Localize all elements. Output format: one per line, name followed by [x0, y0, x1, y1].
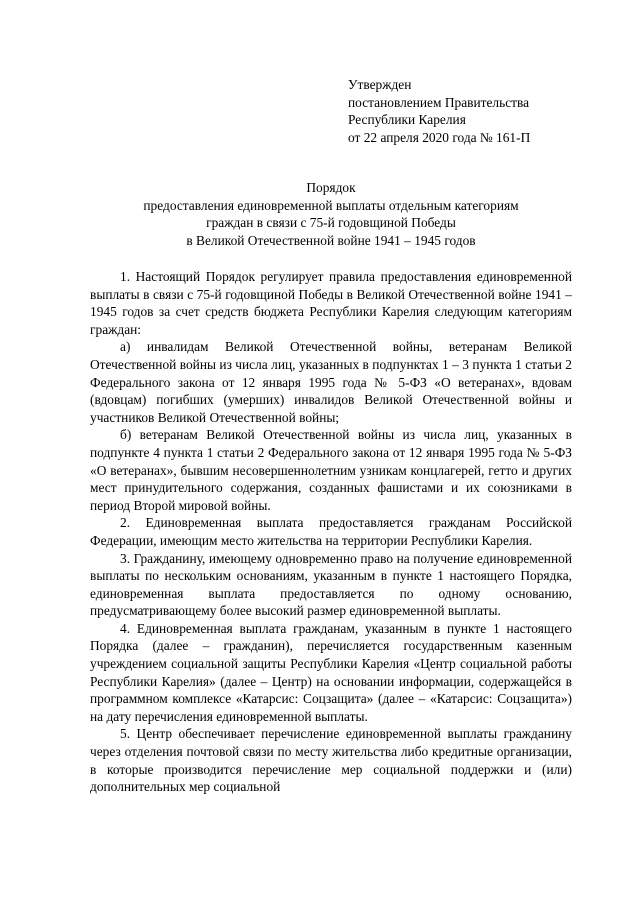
document-title	[90, 179, 572, 249]
paragraph-3: 3. Гражданину, имеющему одновременно право на получение единовременной выплаты по нескольким основаниям, указанным в пункте 1 настоящего Порядка, единовременная выплата предоставляется по одному основанию, предусматривающему более высокий размер единовременной выплаты.	[90, 550, 572, 619]
paragraph-5: 5. Центр обеспечивает перечисление единовременной выплаты гражданину через отделения почтовой связи по месту жительства либо кредитные организации, в которые производится перечисление мер социальной поддержки и (или) дополнительных мер социальной	[90, 726, 572, 795]
document-body	[90, 268, 572, 796]
approval-line: Республики Карелия	[348, 112, 466, 128]
paragraph-4: 4. Единовременная выплата гражданам, указанным в пункте 1 настоящего Порядка (далее – гражданин), перечисляется государственным казенным учреждением социальной защиты Республики Карелия «Центр социальной работы Республики Карелия» (далее – Центр) на основании информации, содержащейся в программном комплексе «Катарсис: Соцзащита» (далее – «Катарсис: Соцзащита») на дату перечисления единовременной выплаты.	[90, 620, 572, 724]
approval-line: Утвержден	[348, 77, 412, 92]
paragraph-1: 1. Настоящий Порядок регулирует правила предоставления единовременной выплаты в связи с 75-й годовщиной Победы в Великой Отечественной войне 1941 – 1945 годов за счет средств бюджета Республики Карелия следующим категориям граждан:	[90, 269, 572, 337]
title-line: предоставления единовременной выплаты отдельным категориям	[143, 197, 519, 213]
title-line: граждан в связи с 75-й годовщиной Победы	[206, 215, 456, 231]
paragraph-2: 2. Единовременная выплата предоставляется гражданам Российской Федерации, имеющим место жительства на территории Республики Карелия.	[90, 515, 572, 548]
approval-stamp	[348, 76, 608, 146]
title-line: в Великой Отечественной войне 1941 – 1945 годов	[186, 232, 476, 248]
approval-line: постановлением Правительства	[348, 94, 530, 110]
paragraph-1b: б) ветеранам Великой Отечественной войны из числа лиц, указанных в подпункте 4 пункта 1 статьи 2 Федерального закона от 12 января 1995 года № 5-ФЗ «О ветеранах», бывшим несовершеннолетним узникам концлагерей, гетто и других мест принудительного содержания, созданных фашистами и их союзниками в период Второй мировой войны.	[90, 427, 572, 513]
title-heading: Порядок	[306, 180, 356, 195]
approval-line: от 22 апреля 2020 года № 161-П	[348, 129, 531, 145]
paragraph-1a: а) инвалидам Великой Отечественной войны, ветеранам Великой Отечественной войны из числа лиц, указанных в подпунктах 1 – 3 пункта 1 статьи 2 Федерального закона от 12 января 1995 года № 5-ФЗ «О ветеранах», вдовам (вдовцам) погибших (умерших) инвалидов Великой Отечественной войны и участников Великой Отечественной войны;	[90, 339, 572, 425]
